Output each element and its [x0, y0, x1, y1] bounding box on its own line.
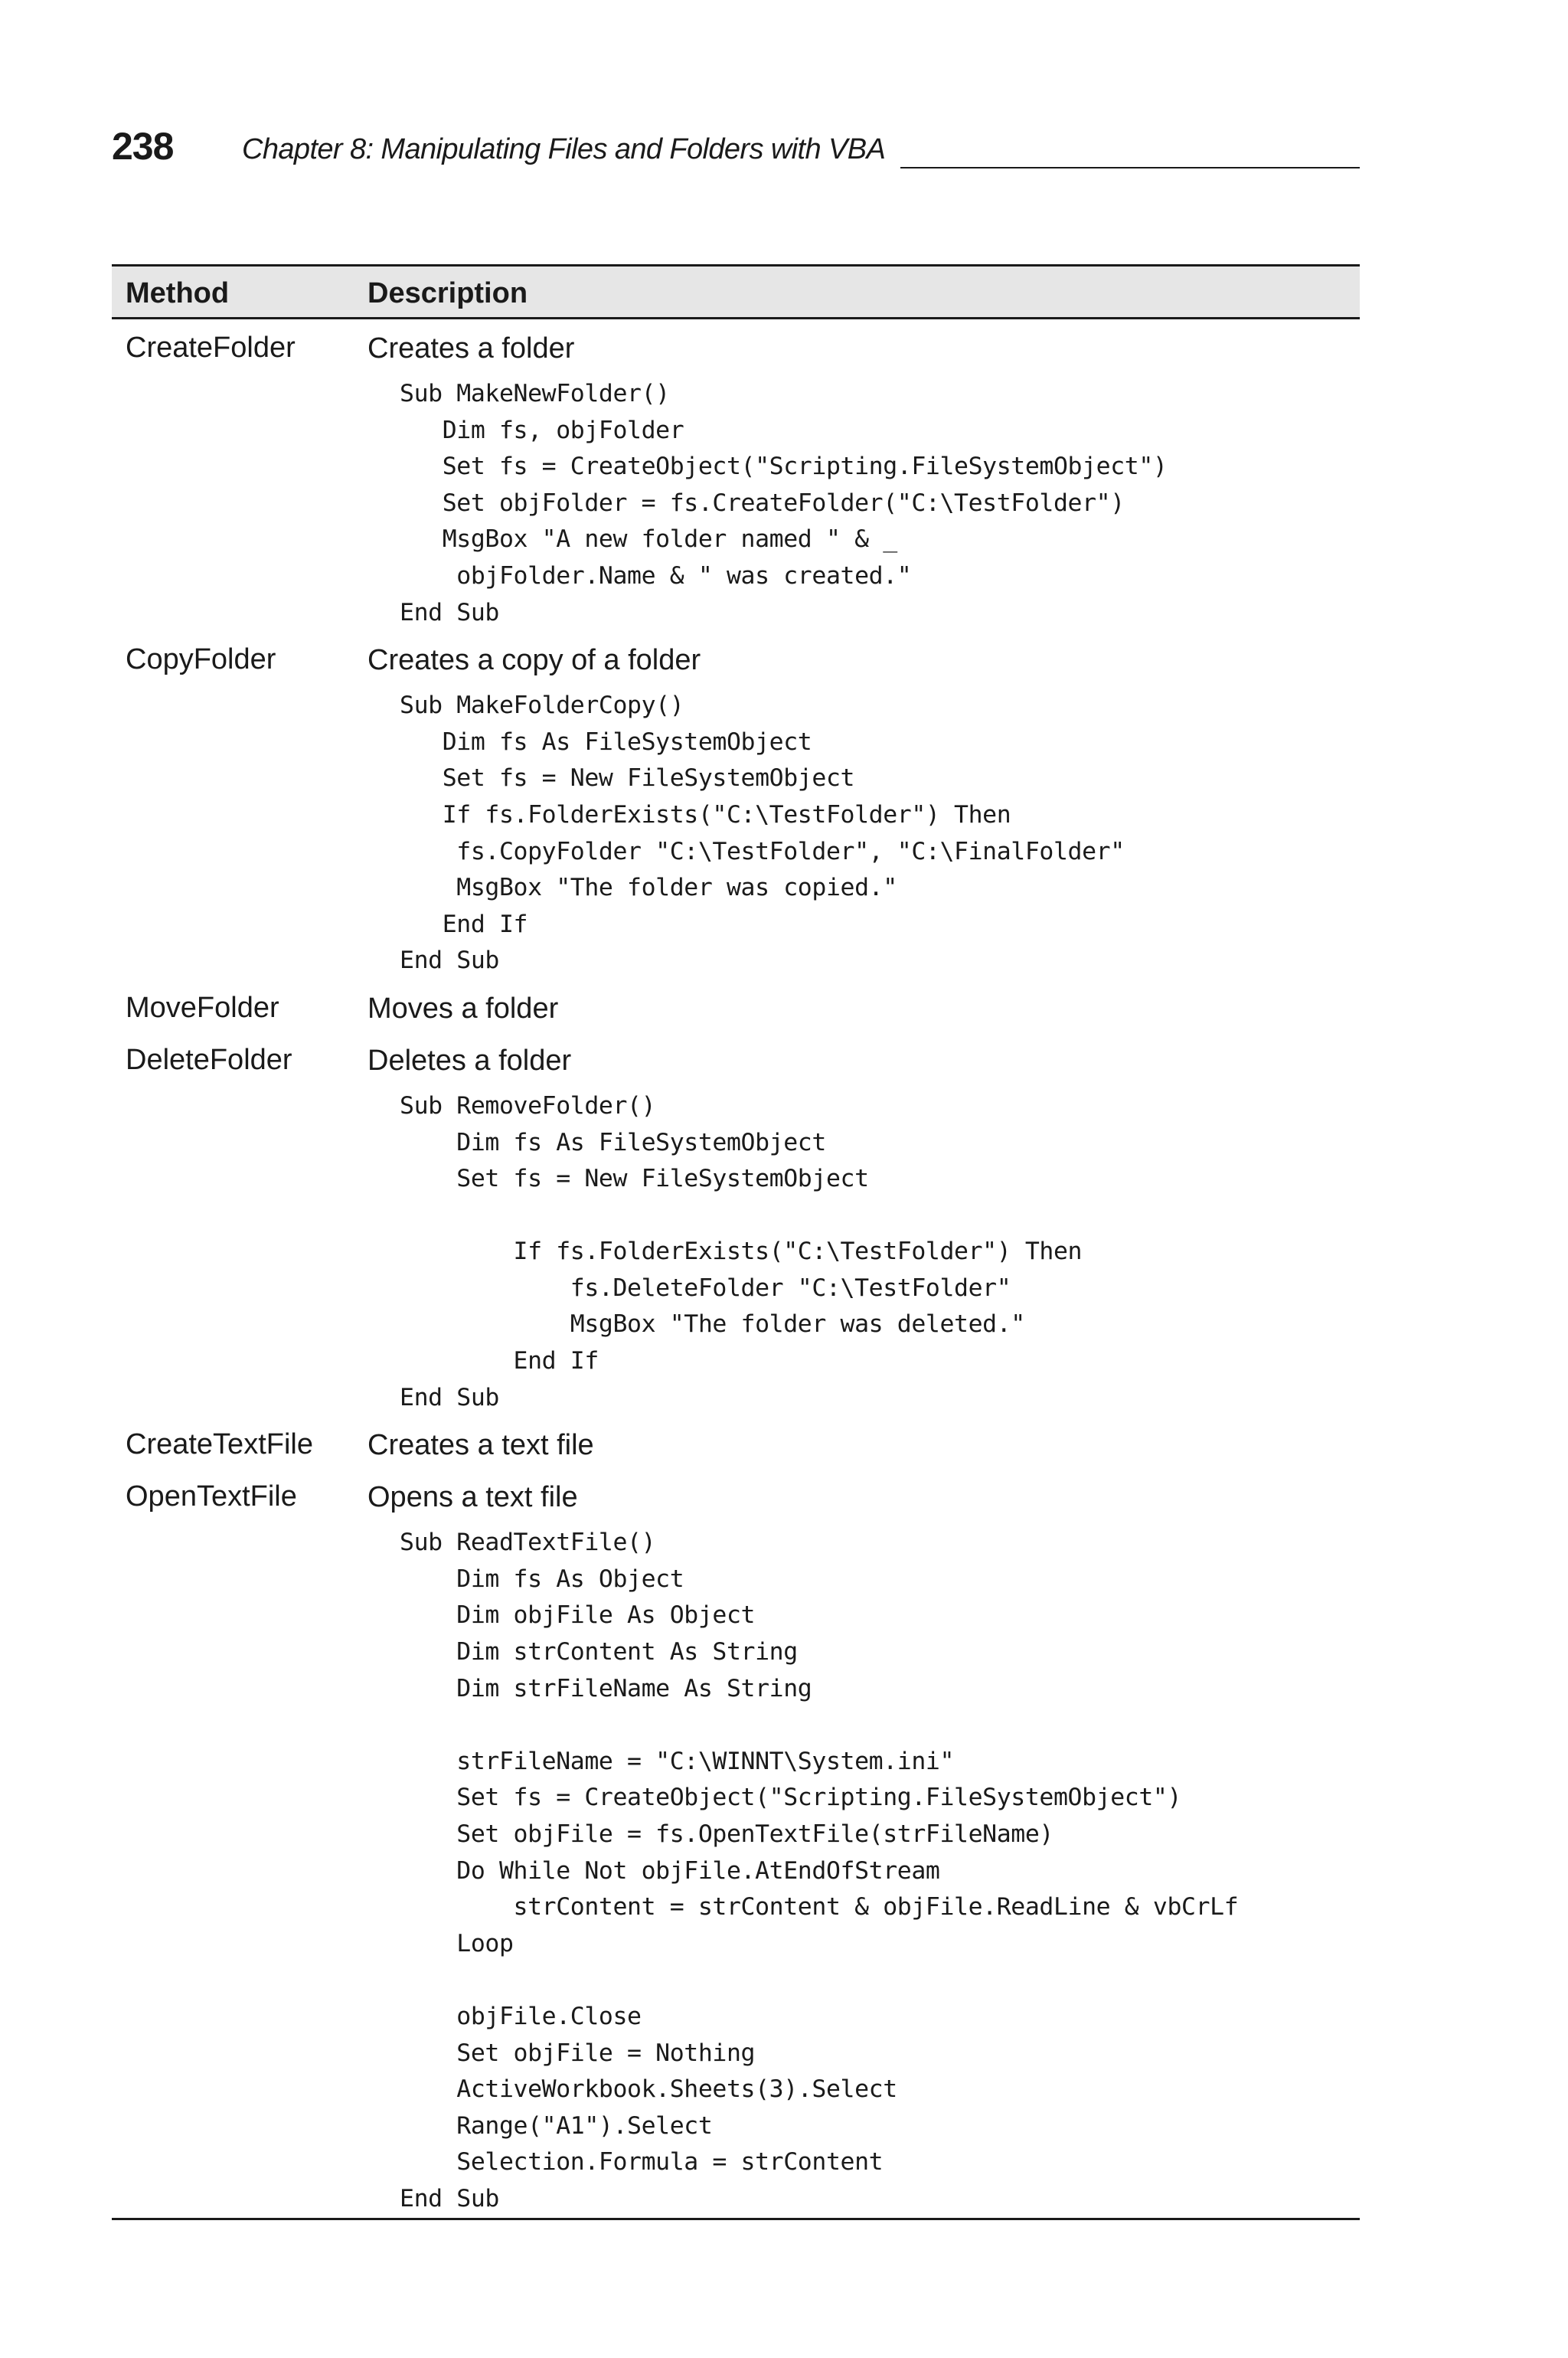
method-name: CopyFolder — [126, 643, 276, 676]
page-header — [112, 115, 1360, 176]
method-name: DeleteFolder — [126, 1043, 292, 1076]
method-name: OpenTextFile — [126, 1480, 297, 1513]
method-name: CreateTextFile — [126, 1428, 313, 1461]
table-row-deletefolder — [112, 1032, 1360, 1416]
method-name: MoveFolder — [126, 991, 279, 1024]
method-description: Creates a copy of a folder — [368, 644, 701, 677]
method-name: CreateFolder — [126, 332, 296, 364]
code-sample: Sub MakeFolderCopy() Dim fs As FileSystemObject Set fs = New FileSystemObject If fs.FolderExists("C:\TestFolder") Then fs.CopyFolder "C:\TestFolder", "C:\FinalFolder" MsgBox "The folder was copied." End If End Sub — [400, 692, 1125, 975]
table-row-createtextfile — [112, 1416, 1360, 1468]
column-header-description: Description — [368, 277, 528, 309]
method-description: Opens a text file — [368, 1481, 578, 1514]
table-row-opentextfile — [112, 1468, 1360, 2217]
page-number: 238 — [112, 125, 174, 168]
table-row-copyfolder — [112, 631, 1360, 980]
method-description: Creates a folder — [368, 332, 575, 365]
running-title: Chapter 8: Manipulating Files and Folders with VBA — [242, 133, 886, 165]
methods-table — [112, 264, 1360, 2220]
method-description: Moves a folder — [368, 992, 559, 1025]
code-sample: Sub ReadTextFile() Dim fs As Object Dim objFile As Object Dim strContent As String Dim strFileName As String strFileName = "C:\WINNT\System.ini" Set fs = CreateObject("Scripting.FileSystemObject") Set objFile = fs.OpenTextFile(strFileName) Do While Not objFile.AtEndOfStream strContent = strContent & objFile.ReadLine & vbCrLf Loop objFile.Close Set objFile = Nothing ActiveWorkbook.Sheets(3).Select Range("A1").Select Selection.Formula = strContent End Sub — [400, 1529, 1239, 2212]
method-description: Creates a text file — [368, 1429, 594, 1462]
table-header — [112, 267, 1360, 319]
code-sample: Sub MakeNewFolder() Dim fs, objFolder Set fs = CreateObject("Scripting.FileSystemObject") Set objFolder = fs.CreateFolder("C:\TestFolder") MsgBox "A new folder named " & _ objFolder.Name & " was created." End Sub — [400, 380, 1168, 626]
table-row-createfolder — [112, 319, 1360, 631]
header-rule — [900, 167, 1360, 168]
column-header-method: Method — [126, 277, 230, 309]
code-sample: Sub RemoveFolder() Dim fs As FileSystemObject Set fs = New FileSystemObject If fs.FolderExists("C:\TestFolder") Then fs.DeleteFolder "C:\TestFolder" MsgBox "The folder was deleted." End If End Sub — [400, 1091, 1083, 1411]
table-row-movefolder — [112, 980, 1360, 1032]
method-description: Deletes a folder — [368, 1044, 572, 1077]
